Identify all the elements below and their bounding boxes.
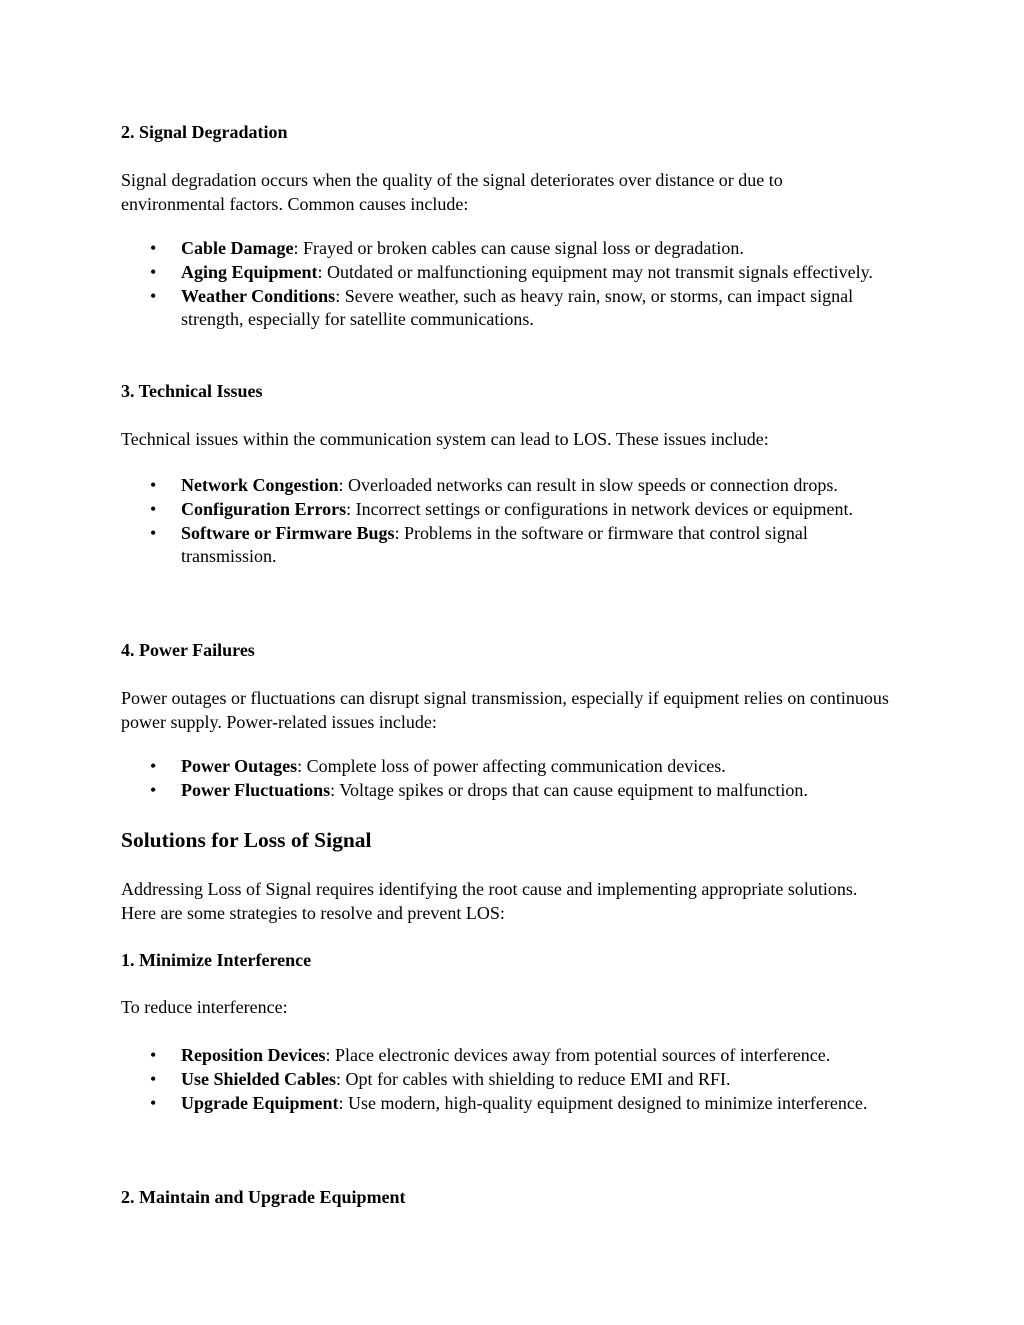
solutions-intro: Addressing Loss of Signal requires identifying the root cause and implementing appropriate solutions. Here are some strategies to resolve and prevent LOS: — [121, 879, 858, 923]
cause-list — [121, 237, 891, 332]
list-item — [121, 285, 891, 331]
list-item-term: Configuration Errors — [181, 499, 347, 519]
list-item-term: Use Shielded Cables — [181, 1069, 337, 1089]
list-item-desc: : Frayed or broken cables can cause signal loss or degradation. — [293, 238, 744, 258]
list-item-desc: : Incorrect settings or configurations in network devices or equipment. — [346, 499, 854, 519]
list-item-desc: : Voltage spikes or drops that can cause equipment to malfunction. — [330, 780, 808, 800]
section-heading: 3. Technical Issues — [121, 381, 263, 401]
list-item — [121, 474, 891, 497]
list-item — [121, 1092, 891, 1115]
list-item-desc: : Complete loss of power affecting communication devices. — [297, 756, 726, 776]
list-item — [121, 498, 891, 521]
section-intro: Technical issues within the communication system can lead to LOS. These issues include: — [121, 429, 769, 449]
list-item-desc: : Outdated or malfunctioning equipment may not transmit signals effectively. — [317, 262, 873, 282]
strategy-list — [121, 1044, 891, 1116]
list-item-term: Software or Firmware Bugs — [181, 523, 395, 543]
list-item-term: Cable Damage — [181, 238, 294, 258]
list-item — [121, 237, 891, 260]
list-item-desc: : Opt for cables with shielding to reduce EMI and RFI. — [336, 1069, 731, 1089]
list-item-term: Power Outages — [181, 756, 298, 776]
subsection-intro: To reduce interference: — [121, 997, 288, 1017]
list-item — [121, 755, 891, 778]
section-intro: Power outages or fluctuations can disrupt signal transmission, especially if equipment relies on continuous power supply. Power-related issues include: — [121, 688, 889, 732]
list-item — [121, 261, 891, 284]
subsection-heading: 1. Minimize Interference — [121, 950, 312, 970]
list-item-term: Weather Conditions — [181, 286, 336, 306]
list-item-term: Upgrade Equipment — [181, 1093, 339, 1113]
section-intro: Signal degradation occurs when the quality of the signal deteriorates over distance or due to environmental factors. Common causes include: — [121, 170, 783, 214]
list-item — [121, 1068, 891, 1091]
list-item-term: Power Fluctuations — [181, 780, 331, 800]
list-item-desc: : Use modern, high-quality equipment designed to minimize interference. — [338, 1093, 868, 1113]
list-item-term: Aging Equipment — [181, 262, 318, 282]
subsection-heading: 2. Maintain and Upgrade Equipment — [121, 1187, 406, 1207]
list-item-desc: : Place electronic devices away from potential sources of interference. — [325, 1045, 831, 1065]
issue-list — [121, 474, 891, 569]
list-item-desc: : Severe weather, such as heavy rain, snow, or storms, can impact signal strength, especially for satellite communications. — [181, 286, 854, 329]
list-item — [121, 522, 891, 568]
solutions-heading: Solutions for Loss of Signal — [121, 828, 372, 852]
list-item-term: Reposition Devices — [181, 1045, 326, 1065]
list-item-desc: : Overloaded networks can result in slow speeds or connection drops. — [338, 475, 838, 495]
section-heading: 2. Signal Degradation — [121, 122, 288, 142]
list-item — [121, 779, 891, 802]
section-heading: 4. Power Failures — [121, 640, 255, 660]
list-item — [121, 1044, 891, 1067]
power-issue-list — [121, 755, 891, 803]
list-item-term: Network Congestion — [181, 475, 339, 495]
list-item-desc: : Problems in the software or firmware that control signal transmission. — [181, 523, 808, 566]
